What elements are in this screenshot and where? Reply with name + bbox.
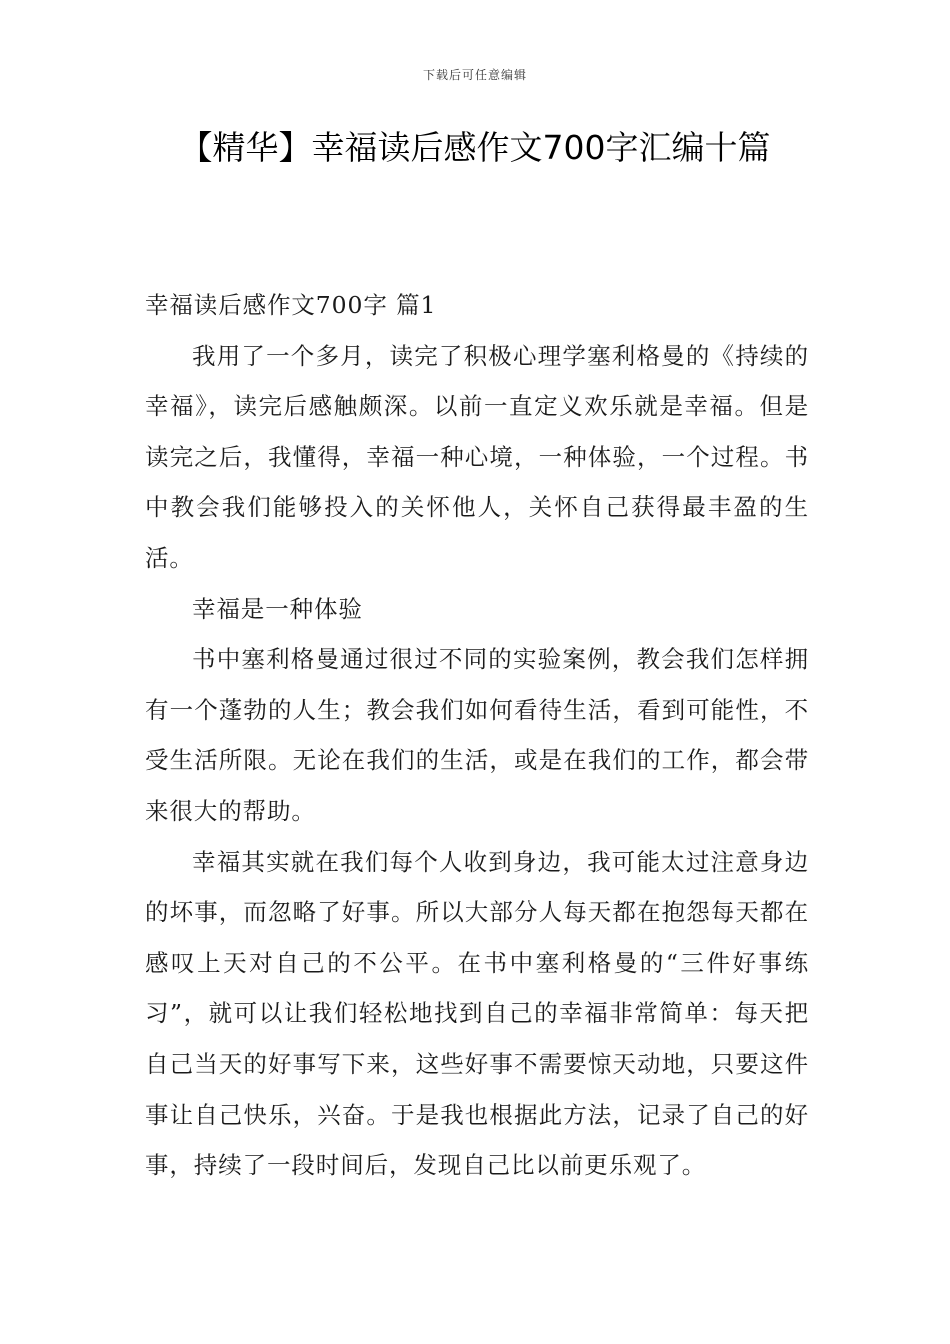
paragraph: 书中塞利格曼通过很过不同的实验案例，教会我们怎样拥有一个蓬勃的人生；教会我们如何看待生活，看到可能性，不受生活所限。无论在我们的生活，或是在我们的工作，都会带来很大的帮助。 <box>145 645 809 825</box>
subheading-paragraph: 幸福是一种体验 <box>192 594 363 623</box>
paragraph: 我用了一个多月，读完了积极心理学塞利格曼的《持续的幸福》，读完后感触颇深。以前一直定义欢乐就是幸福。但是读完之后，我懂得，幸福一种心境，一种体验，一个过程。书中教会我们能够投入的关怀他人，关怀自己获得最丰盈的生活。 <box>145 341 809 572</box>
document-body <box>145 280 809 1191</box>
header-note: 下载后可任意编辑 <box>422 68 527 82</box>
section-heading: 幸福读后感作文700字 篇1 <box>145 291 437 319</box>
paragraph: 幸福其实就在我们每个人收到身边，我可能太过注意身边的坏事，而忽略了好事。所以大部分人每天都在抱怨每天都在感叹上天对自己的不公平。在书中塞利格曼的“三件好事练习”，就可以让我们轻松地找到自己的幸福非常简单：每天把自己当天的好事写下来，这些好事不需要惊天动地，只要这件事让自己快乐，兴奋。于是我也根据此方法，记录了自己的好事，持续了一段时间后，发现自己比以前更乐观了。 <box>145 847 809 1180</box>
document-title: 【精华】幸福读后感作文700字汇编十篇 <box>179 128 771 167</box>
